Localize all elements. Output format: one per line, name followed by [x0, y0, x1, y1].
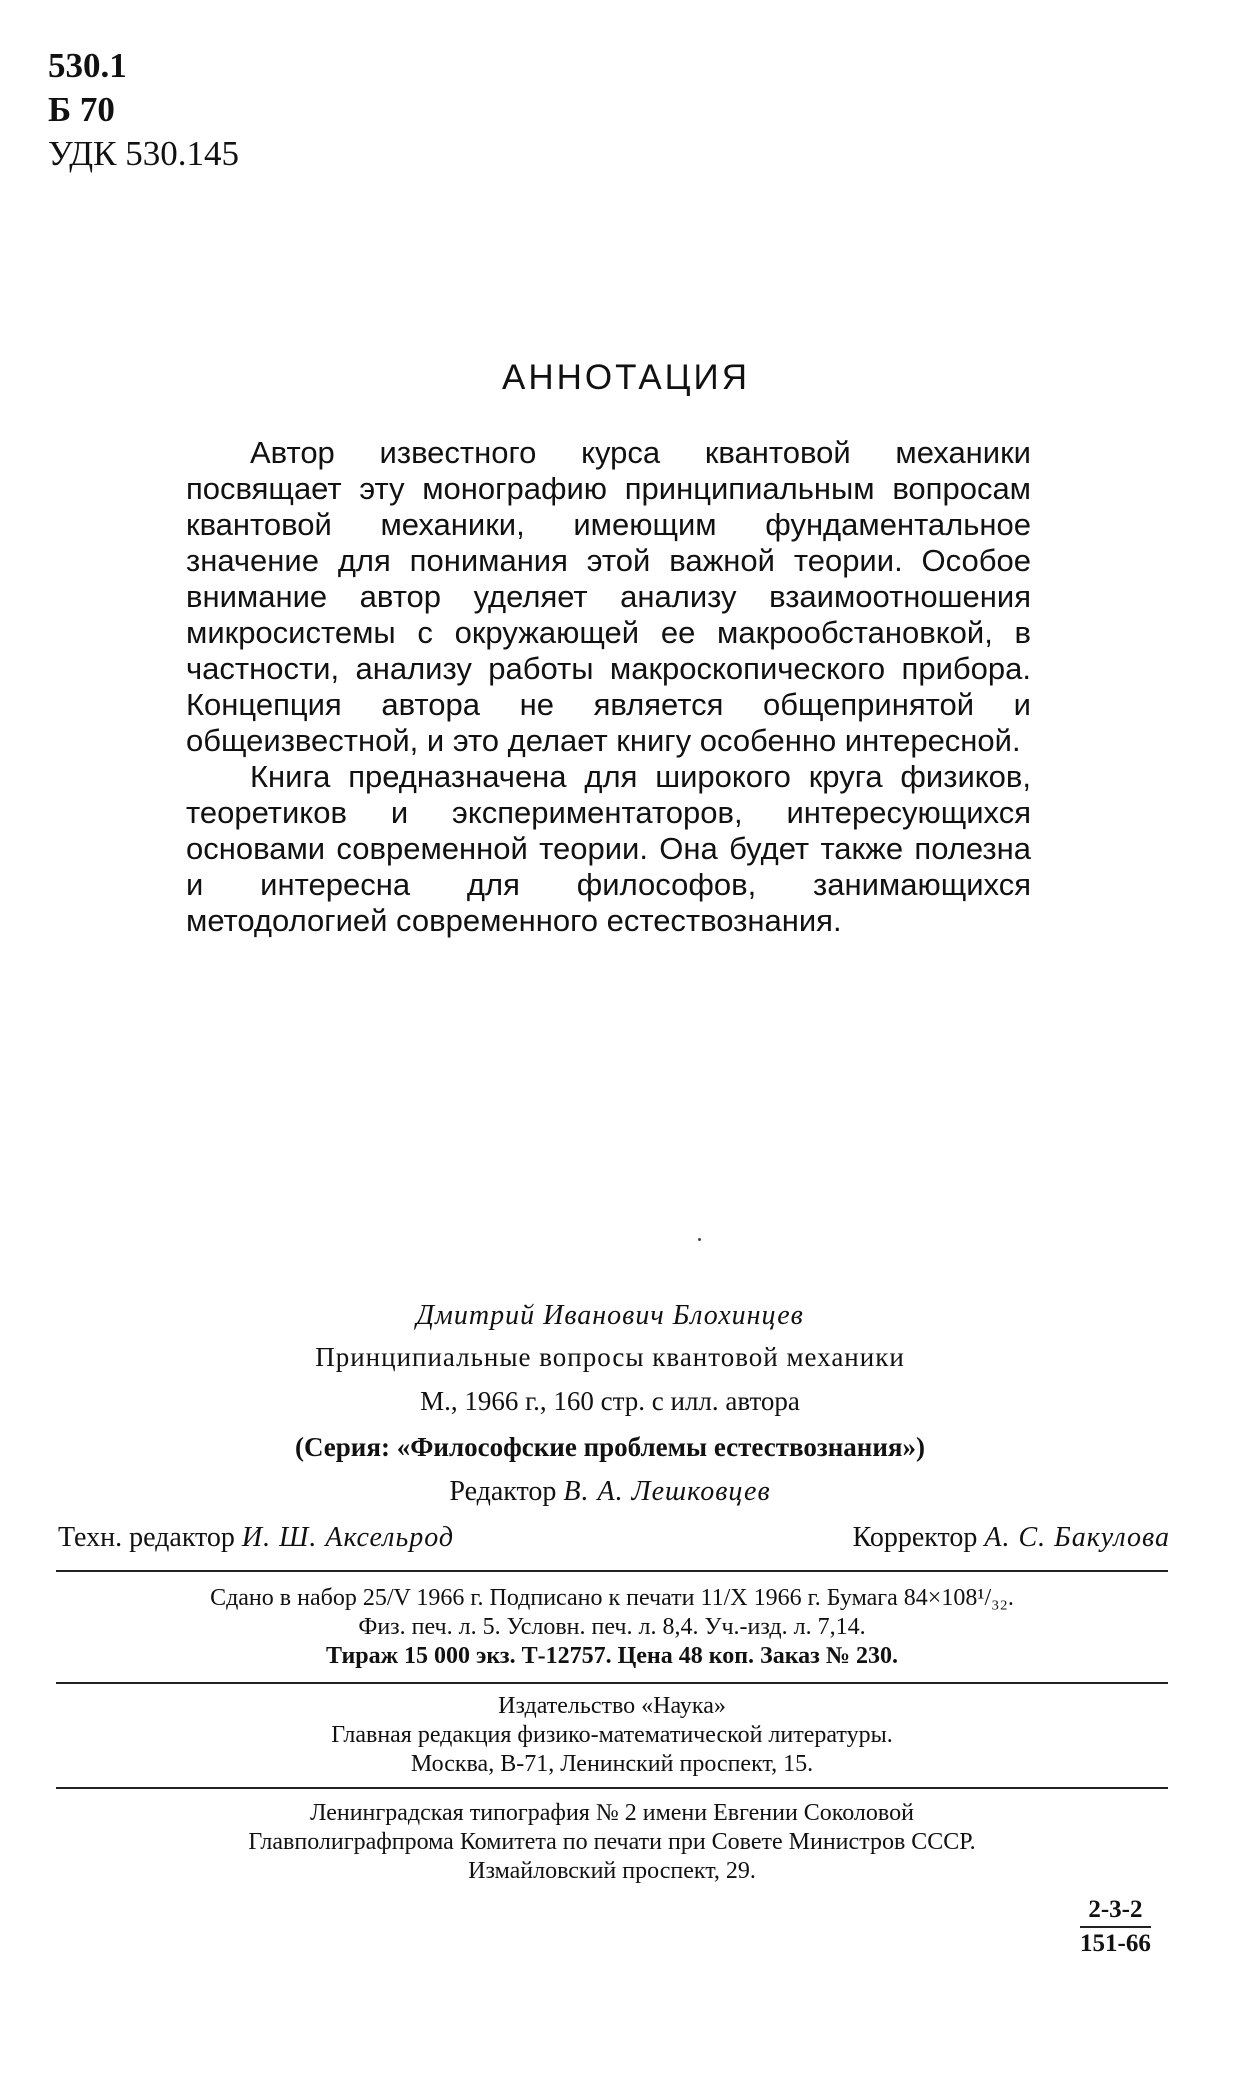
- author-mark: Б 70: [48, 90, 115, 129]
- publisher-block: [56, 1692, 1168, 1779]
- corrector-name: А. С. Бакулова: [984, 1522, 1170, 1553]
- tech-editor: [58, 1522, 454, 1554]
- imprint-series: (Серия: «Философские проблемы естествознания»): [294, 1432, 925, 1462]
- publisher-address: Москва, В-71, Ленинский проспект, 15.: [410, 1751, 814, 1777]
- printer-block: [56, 1799, 1168, 1886]
- publisher-division: Главная редакция физико-математической литературы.: [331, 1722, 893, 1748]
- classification-codes: [48, 44, 239, 176]
- divider: [56, 1570, 1168, 1572]
- signature-bottom: 151-66: [1080, 1930, 1151, 1957]
- editor-name: В. А. Лешковцев: [563, 1476, 771, 1507]
- printer-line: Главполиграфпрома Комитета по печати при Совете Министров СССР.: [248, 1829, 976, 1855]
- tech-editor-name: И. Ш. Аксельрод: [241, 1522, 455, 1553]
- imprint-author: Дмитрий Иванович Блохинцев: [416, 1300, 804, 1331]
- print-details-line: Тираж 15 000 экз. Т-12757. Цена 48 коп. Заказ № 230.: [326, 1643, 898, 1669]
- signature-top: 2-3-2: [1080, 1896, 1151, 1928]
- class-code: 530.1: [48, 46, 127, 85]
- signature-mark: [1080, 1896, 1151, 1958]
- tech-editor-label: Техн. редактор: [58, 1522, 235, 1553]
- annotation-paragraph: Автор известного курса квантовой механики посвящает эту монографию принципиальным вопросам квантовой механики, имеющим фундаментальное значение для понимания этой важной теории. Особое внимание автор уделяет анализу взаимоотношения микросистемы с окружающей ее макрообстановкой, в частности, анализу работы макроскопического прибора. Концепция автора не является общепринятой и общеизвестной, и это делает книгу особенно интересной.: [186, 435, 1031, 758]
- print-speck: [698, 1238, 701, 1241]
- divider: [56, 1682, 1168, 1684]
- annotation-title: АННОТАЦИЯ: [501, 358, 750, 397]
- publisher-name: Издательство «Наука»: [498, 1693, 726, 1719]
- editor-label: Редактор: [449, 1476, 557, 1507]
- udc-code: УДК 530.145: [48, 134, 239, 173]
- annotation-paragraph: Книга предназначена для широкого круга физиков, теоретиков и экспериментаторов, интересующихся основами современной теории. Она будет также полезна и интересна для философов, занимающихся методологией современного естествознания.: [186, 759, 1031, 938]
- printer-line: Измайловский проспект, 29.: [468, 1858, 756, 1884]
- imprint-publication: М., 1966 г., 160 стр. с илл. автора: [420, 1386, 800, 1416]
- imprint-book-title: Принципиальные вопросы квантовой механики: [315, 1342, 905, 1372]
- print-details: [56, 1584, 1168, 1671]
- annotation-body: [186, 435, 1031, 939]
- corrector: [853, 1522, 1170, 1554]
- printer-line: Ленинградская типография № 2 имени Евгении Соколовой: [310, 1800, 914, 1826]
- imprint-editor: [50, 1476, 1170, 1508]
- corrector-label: Корректор: [852, 1522, 978, 1553]
- divider: [56, 1787, 1168, 1789]
- print-details-line: Физ. печ. л. 5. Условн. печ. л. 8,4. Уч.-изд. л. 7,14.: [358, 1614, 866, 1640]
- print-details-line: Сдано в набор 25/V 1966 г. Подписано к печати 11/X 1966 г. Бумага 84×108¹/₃₂.: [210, 1585, 1014, 1611]
